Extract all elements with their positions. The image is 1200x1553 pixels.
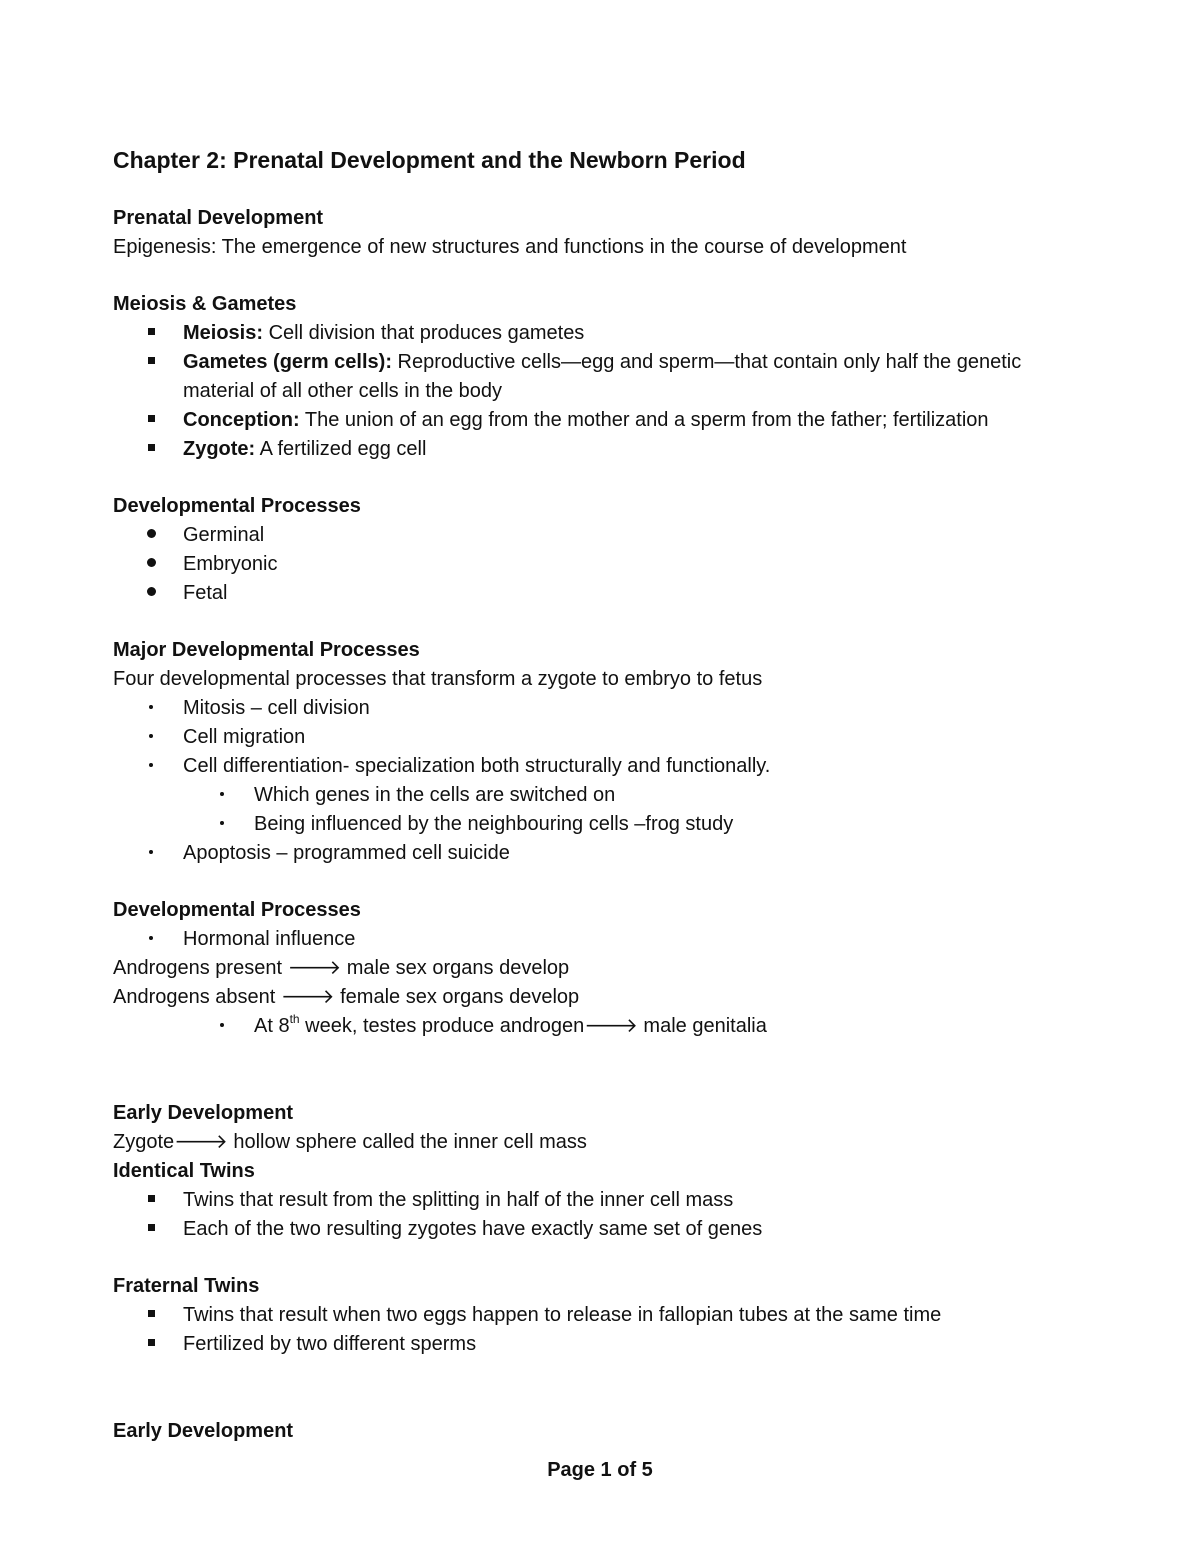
list-item: Zygote: A fertilized egg cell: [113, 435, 1113, 464]
sub-list-item: Being influenced by the neighbouring cells –frog study: [113, 810, 1113, 839]
list-item: Hormonal influence: [113, 925, 1113, 954]
square-bullet-icon: [141, 1215, 161, 1244]
square-bullet-icon: [141, 348, 161, 377]
list-item: Twins that result when two eggs happen to release in fallopian tubes at the same time: [113, 1301, 1113, 1330]
section-heading-early-development-2: Early Development: [113, 1420, 294, 1442]
small-bullet-icon: [141, 752, 161, 781]
square-bullet-icon: [141, 319, 161, 348]
fraternal-twins-heading: Fraternal Twins: [113, 1275, 260, 1297]
small-bullet-icon: [141, 723, 161, 752]
right-arrow-icon: 🡒: [584, 1015, 638, 1037]
round-bullet-icon: [141, 550, 161, 579]
small-bullet-icon: [141, 694, 161, 723]
androgens-present-line: Androgens present 🡒 male sex organs develop: [113, 957, 570, 979]
list-item: Mitosis – cell division: [113, 694, 1113, 723]
square-bullet-icon: [141, 1301, 161, 1330]
round-bullet-icon: [141, 579, 161, 608]
chapter-title: Chapter 2: Prenatal Development and the Newborn Period: [113, 147, 746, 173]
sub-list-item: At 8th week, testes produce androgen🡒 male genitalia: [113, 1012, 1113, 1041]
right-arrow-icon: 🡒: [287, 957, 342, 979]
list-item: Meiosis: Cell division that produces gametes: [113, 319, 1113, 348]
small-bullet-icon: [141, 839, 161, 868]
list-item: Each of the two resulting zygotes have exactly same set of genes: [113, 1215, 1113, 1244]
small-bullet-icon: [212, 1012, 232, 1041]
small-bullet-icon: [141, 925, 161, 954]
right-arrow-icon: 🡒: [280, 986, 335, 1008]
square-bullet-icon: [141, 406, 161, 435]
square-bullet-icon: [141, 435, 161, 464]
epigenesis-definition: Epigenesis: The emergence of new structures and functions in the course of development: [113, 236, 907, 258]
section-heading-meiosis: Meiosis & Gametes: [113, 293, 297, 315]
list-item: Apoptosis – programmed cell suicide: [113, 839, 1113, 868]
list-item: Conception: The union of an egg from the mother and a sperm from the father; fertilization: [113, 406, 1113, 435]
sub-list-item: Which genes in the cells are switched on: [113, 781, 1113, 810]
list-item: Embryonic: [113, 550, 1113, 579]
section-heading-major-processes: Major Developmental Processes: [113, 639, 420, 661]
list-item: Fetal: [113, 579, 1113, 608]
list-item: Cell migration: [113, 723, 1113, 752]
square-bullet-icon: [141, 1330, 161, 1359]
identical-twins-heading: Identical Twins: [113, 1160, 255, 1182]
section-heading-early-development: Early Development: [113, 1102, 294, 1124]
page-number-footer: Page 1 of 5: [547, 1459, 653, 1481]
list-item: Twins that result from the splitting in half of the inner cell mass: [113, 1186, 1113, 1215]
list-item: Germinal: [113, 521, 1113, 550]
round-bullet-icon: [141, 521, 161, 550]
list-item: Fertilized by two different sperms: [113, 1330, 1113, 1359]
major-processes-intro: Four developmental processes that transform a zygote to embryo to fetus: [113, 668, 763, 690]
list-item: Cell differentiation- specialization both structurally and functionally.: [113, 752, 1113, 781]
androgens-absent-line: Androgens absent 🡒 female sex organs develop: [113, 986, 580, 1008]
zygote-line: Zygote🡒 hollow sphere called the inner cell mass: [113, 1131, 587, 1153]
section-heading-developmental-processes: Developmental Processes: [113, 495, 361, 517]
right-arrow-icon: 🡒: [174, 1131, 228, 1153]
list-item: Gametes (germ cells): Reproductive cells—egg and sperm—that contain only half the genetic material of all other cells in the body: [113, 348, 1093, 406]
section-heading-developmental-processes-2: Developmental Processes: [113, 899, 361, 921]
page-content: [113, 143, 1113, 1446]
small-bullet-icon: [212, 781, 232, 810]
square-bullet-icon: [141, 1186, 161, 1215]
small-bullet-icon: [212, 810, 232, 839]
section-heading-prenatal: Prenatal Development: [113, 207, 324, 229]
